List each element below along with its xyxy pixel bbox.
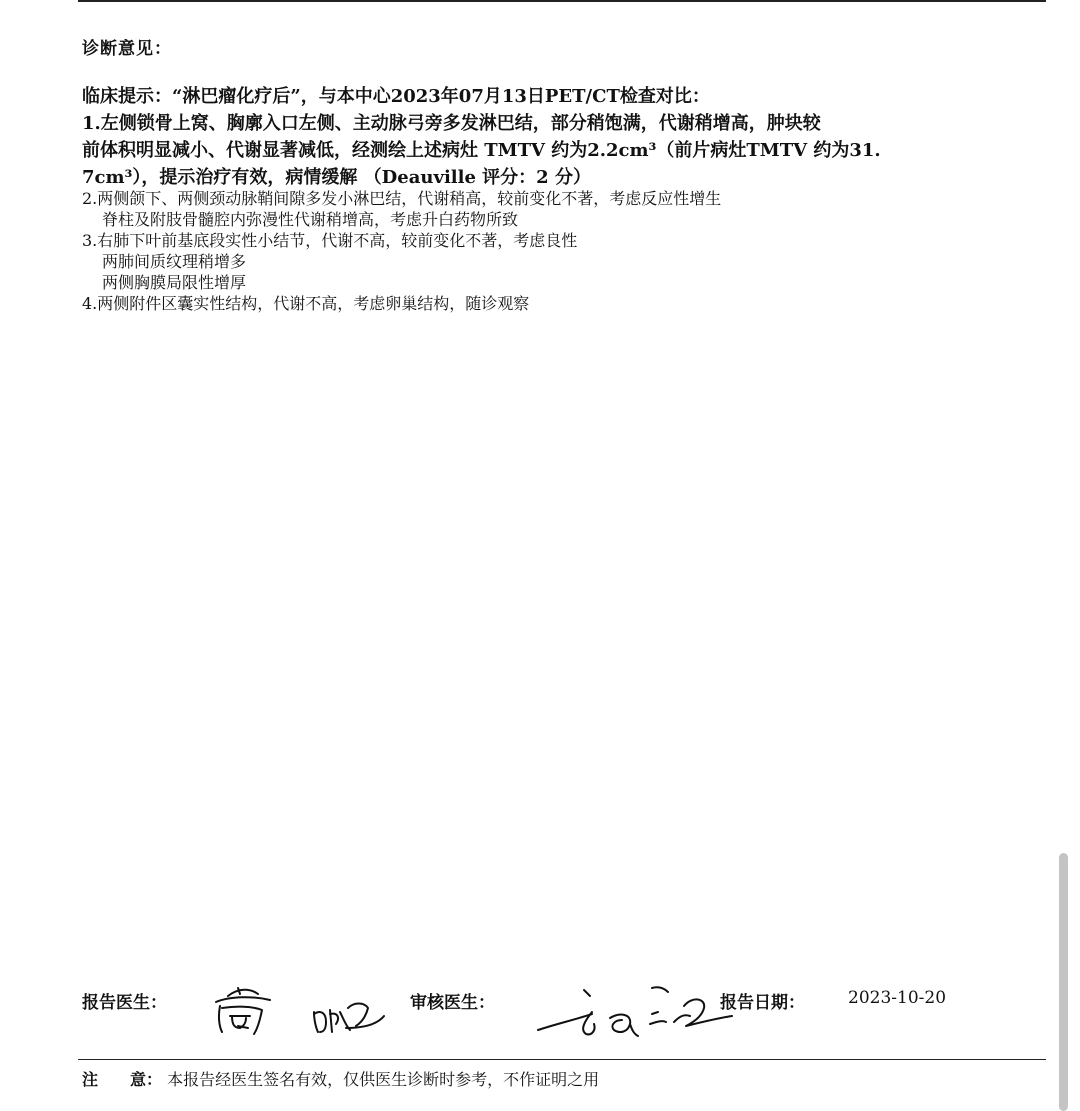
bottom-divider bbox=[78, 1059, 1046, 1060]
diagnosis-heading: 诊断意见： bbox=[82, 39, 172, 59]
reporting-doctor-signature bbox=[210, 982, 400, 1038]
finding-item: 3.右肺下叶前基底段实性小结节，代谢不高，较前变化不著，考虑良性 bbox=[82, 231, 578, 250]
finding-item: 2.两侧颌下、两侧颈动脉鞘间隙多发小淋巴结，代谢稍高，较前变化不著，考虑反应性增生 bbox=[82, 189, 722, 208]
clinical-line-3: 前体积明显减小、代谢显著减低，经测绘上述病灶 TMTV 约为2.2cm³（前片病灶TMTV 约为31. bbox=[82, 140, 881, 161]
reviewing-doctor-label: 审核医生： bbox=[410, 993, 495, 1013]
report-date-value: 2023-10-20 bbox=[848, 988, 947, 1008]
reporting-doctor-label: 报告医生： bbox=[82, 993, 167, 1013]
findings-list bbox=[82, 188, 1052, 314]
disclaimer-note bbox=[82, 1067, 599, 1090]
clinical-line-2: 1.左侧锁骨上窝、胸廓入口左侧、主动脉弓旁多发淋巴结，部分稍饱满，代谢稍增高，肿块较 bbox=[82, 113, 821, 134]
clinical-summary bbox=[82, 83, 1052, 191]
clinical-line-4: 7cm³），提示治疗有效，病情缓解 （Deauville 评分：2 分） bbox=[82, 167, 591, 188]
finding-item: 4.两侧附件区囊实性结构，代谢不高，考虑卵巢结构，随诊观察 bbox=[82, 294, 530, 313]
note-text: 本报告经医生签名有效，仅供医生诊断时参考，不作证明之用 bbox=[167, 1070, 600, 1089]
finding-item: 两侧胸膜局限性增厚 bbox=[102, 273, 247, 292]
clinical-line-1: 临床提示：“淋巴瘤化疗后”，与本中心2023年07月13日PET/CT检查对比： bbox=[82, 86, 710, 107]
reviewing-doctor-signature bbox=[534, 982, 744, 1042]
top-divider bbox=[78, 0, 1046, 2]
report-date-label: 报告日期： bbox=[720, 993, 805, 1013]
finding-item: 两肺间质纹理稍增多 bbox=[102, 252, 247, 271]
vertical-scrollbar[interactable] bbox=[1059, 853, 1068, 1111]
note-label: 注 意： bbox=[82, 1070, 163, 1089]
finding-item: 脊柱及附肢骨髓腔内弥漫性代谢稍增高，考虑升白药物所致 bbox=[102, 210, 519, 229]
signature-row bbox=[82, 988, 1042, 1048]
